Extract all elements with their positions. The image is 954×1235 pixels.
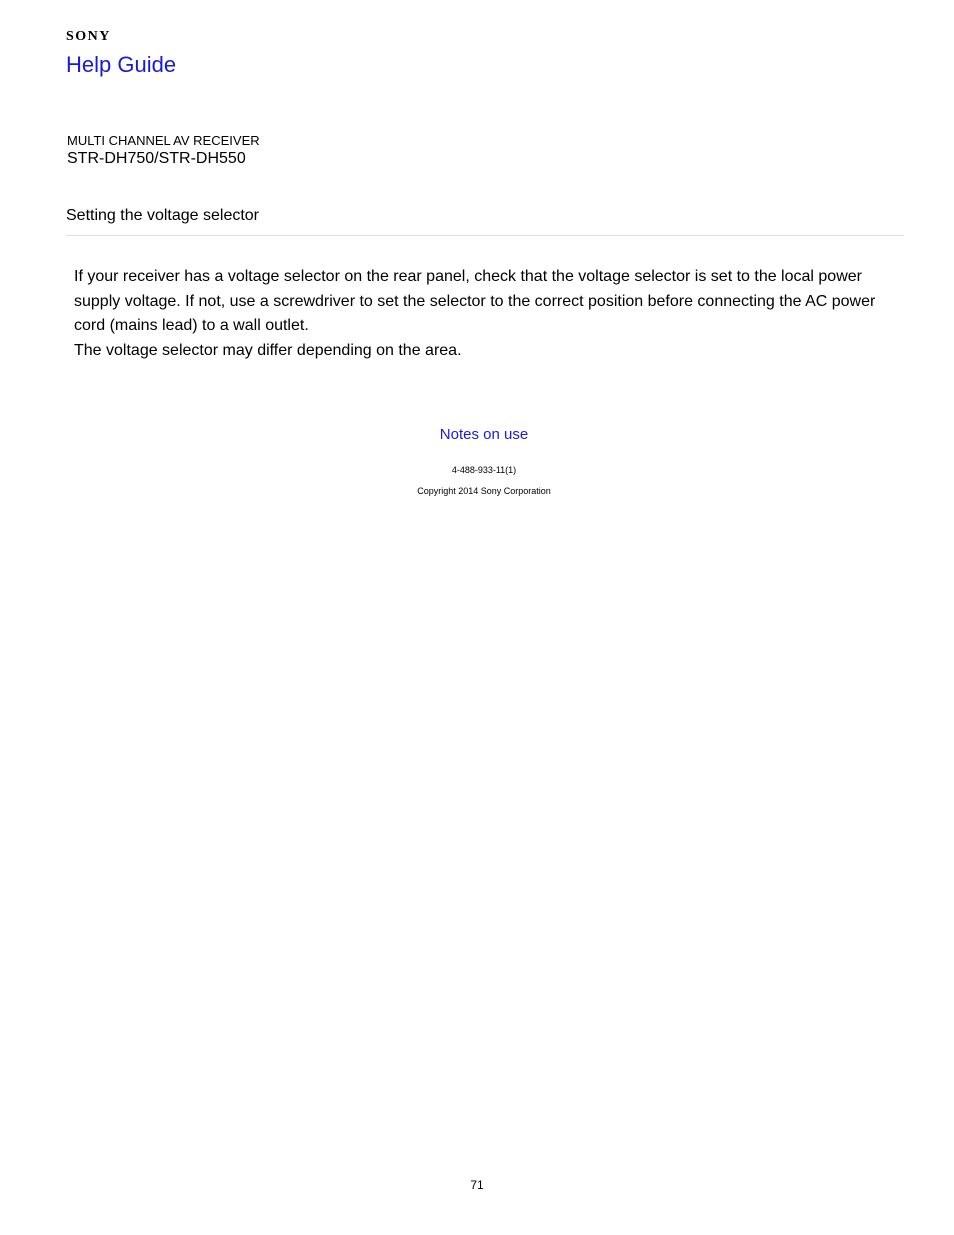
title-divider [66,235,904,236]
sony-logo: SONY [66,29,111,44]
body-text [74,265,889,363]
product-category: MULTI CHANNEL AV RECEIVER [67,133,260,148]
body-paragraph: The voltage selector may differ depending on the area. [74,341,462,359]
page-title: Setting the voltage selector [66,207,260,224]
help-guide-link[interactable]: Help Guide [66,52,177,77]
document-number: 4-488-933-11(1) [451,465,517,475]
notes-on-use-link[interactable]: Notes on use [439,426,529,443]
model-name: STR-DH750/STR-DH550 [67,150,246,167]
page-number: 71 [470,1178,484,1192]
copyright-notice: Copyright 2014 Sony Corporation [417,486,551,496]
body-paragraph: If your receiver has a voltage selector on the rear panel, check that the voltage selector is set to the local power supply voltage. If not, use a screwdriver to set the selector to the correct position before connecting the AC power cord (mains lead) to a wall outlet. [74,268,876,334]
